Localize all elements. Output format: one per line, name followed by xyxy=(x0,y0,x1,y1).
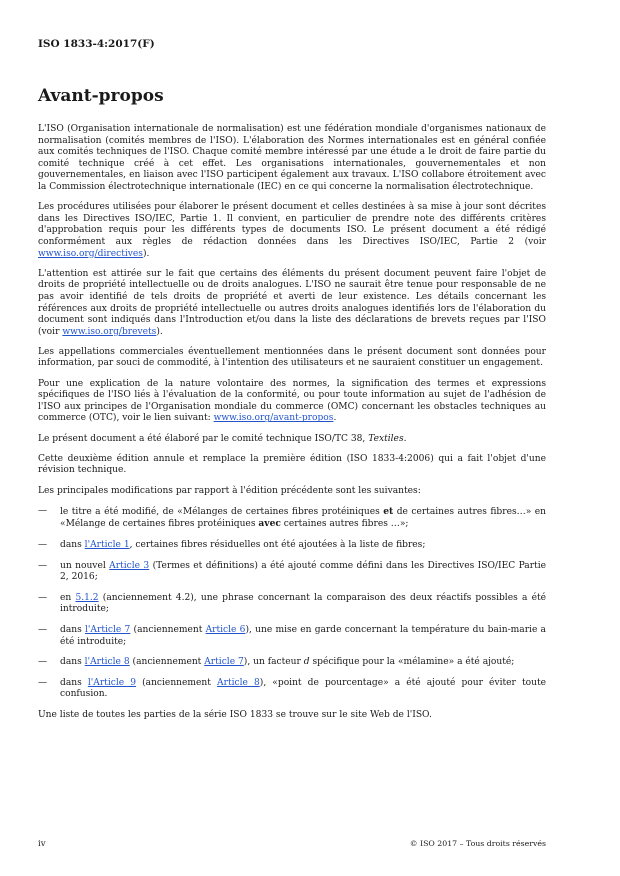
paragraph-procedures: Les procédures utilisées pour élaborer le présent document et celles destinées à sa mise à jour sont décrites dans les Directives ISO/IEC, Partie 1. Il convient, en particulier de prendre note des différents critères d'approbation requis pour les différents types de documents ISO. Le présent document a été rédigé conformément aux règles de rédaction données dans les Directives ISO/IEC, Partie 2 (voir www.iso.org/directives). xyxy=(38,202,546,259)
paragraph-changes-intro: Les principales modifications par rapport à l'édition précédente sont les suivantes: xyxy=(38,485,421,496)
paragraph-trade-names: Les appellations commerciales éventuellement mentionnées dans le présent document sont données pour information, par souci de commodité, à l'intention des utilisateurs et ne sauraient constituer un engagement. xyxy=(38,346,546,369)
directives-link[interactable]: www.iso.org/directives xyxy=(38,248,143,259)
list-item: — dans l'Article 9 (anciennement Article 8), «point de pourcentage» a été ajouté pour éviter toute confusion. xyxy=(38,677,546,700)
foreword-body xyxy=(38,124,546,730)
paragraph-series-list: Une liste de toutes les parties de la série ISO 1833 se trouve sur le site Web de l'ISO. xyxy=(38,709,432,720)
foreword-link[interactable]: www.iso.org/avant-propos xyxy=(213,413,334,424)
patents-link[interactable]: www.iso.org/brevets xyxy=(62,326,157,337)
list-item: — en 5.1.2 (anciennement 4.2), une phrase concernant la comparaison des deux réactifs possibles a été introduite; xyxy=(38,592,546,615)
list-item: — dans l'Article 1, certaines fibres résiduelles ont été ajoutées à la liste de fibres; xyxy=(38,539,426,550)
list-item: — le titre a été modifié, de «Mélanges de certaines fibres protéiniques et de certaines autres fibres…» en «Mélange de certaines fibres protéiniques avec certaines autres fibres …»; xyxy=(38,505,546,530)
paragraph-committee: Le présent document a été élaboré par le comité technique ISO/TC 38, Textiles. xyxy=(38,433,407,444)
article-8-link[interactable]: l'Article 8 xyxy=(84,657,130,668)
paragraph-iso-intro: L'ISO (Organisation internationale de normalisation) est une fédération mondiale d'organismes nationaux de normalisation (comités membres de l'ISO). L'élaboration des Normes internationales est en général confiée aux comités techniques de l'ISO. Chaque comité membre intéressé par une étude a le droit de faire partie du comité technique créé à cet effet. Les organisations internationales, gouvernementales et non gouvernementales, en liaison avec l'ISO participent également aux travaux. L'ISO collabore étroitement avec la Commission électrotechnique internationale (IEC) en ce qui concerne la normalisation électrotechnique. xyxy=(38,124,546,192)
article-7-link[interactable]: Article 7 xyxy=(204,657,244,668)
article-8-link[interactable]: Article 8 xyxy=(217,677,260,688)
list-item: — dans l'Article 8 (anciennement Article 7), un facteur d spécifique pour la «mélamine» a été ajouté; xyxy=(38,657,515,668)
list-item: — un nouvel Article 3 (Termes et définitions) a été ajouté comme défini dans les Directives ISO/IEC Partie 2, 2016; xyxy=(38,560,546,583)
article-9-link[interactable]: l'Article 9 xyxy=(87,677,137,688)
paragraph-edition: Cette deuxième édition annule et remplace la première édition (ISO 1833-4:2006) qui a fait l'objet d'une révision technique. xyxy=(38,453,546,476)
article-3-link[interactable]: Article 3 xyxy=(109,560,150,571)
paragraph-patents: L'attention est attirée sur le fait que certains des éléments du présent document peuvent faire l'objet de droits de propriété intellectuelle ou de droits analogues. L'ISO ne saurait être tenue pour responsable de ne pas avoir identifié de tels droits de propriété et averti de leur existence. Les détails concernant les références aux droits de propriété intellectuelle ou autres droits analogues identifiés lors de l'élaboration du document sont indiqués dans l'Introduction et/ou dans la liste des déclarations de brevets reçues par l'ISO (voir www.iso.org/brevets). xyxy=(38,268,546,337)
article-7-link[interactable]: l'Article 7 xyxy=(85,624,131,635)
article-6-link[interactable]: Article 6 xyxy=(205,624,246,635)
paragraph-voluntary-nature: Pour une explication de la nature volontaire des normes, la signification des termes et expressions spécifiques de l'ISO liés à l'évaluation de la conformité, ou pour toute information au sujet de l'adhésion de l'ISO aux principes de l'Organisation mondiale du commerce (OMC) concernant les obstacles techniques au commerce (OTC), voir le lien suivant: www.iso.org/avant-propos. xyxy=(38,378,546,424)
page-title: Avant-propos xyxy=(38,86,164,106)
copyright-notice: © ISO 2017 – Tous droits réservés xyxy=(409,839,546,848)
clause-5-1-2-link[interactable]: 5.1.2 xyxy=(75,592,99,603)
article-1-link[interactable]: l'Article 1 xyxy=(84,539,130,550)
modifications-list xyxy=(38,506,546,701)
page-number: iv xyxy=(38,839,46,849)
list-item: — dans l'Article 7 (anciennement Article 6), une mise en garde concernant la température du bain-marie a été introduite; xyxy=(38,624,546,647)
document-id-header: ISO 1833-4:2017(F) xyxy=(38,38,155,50)
